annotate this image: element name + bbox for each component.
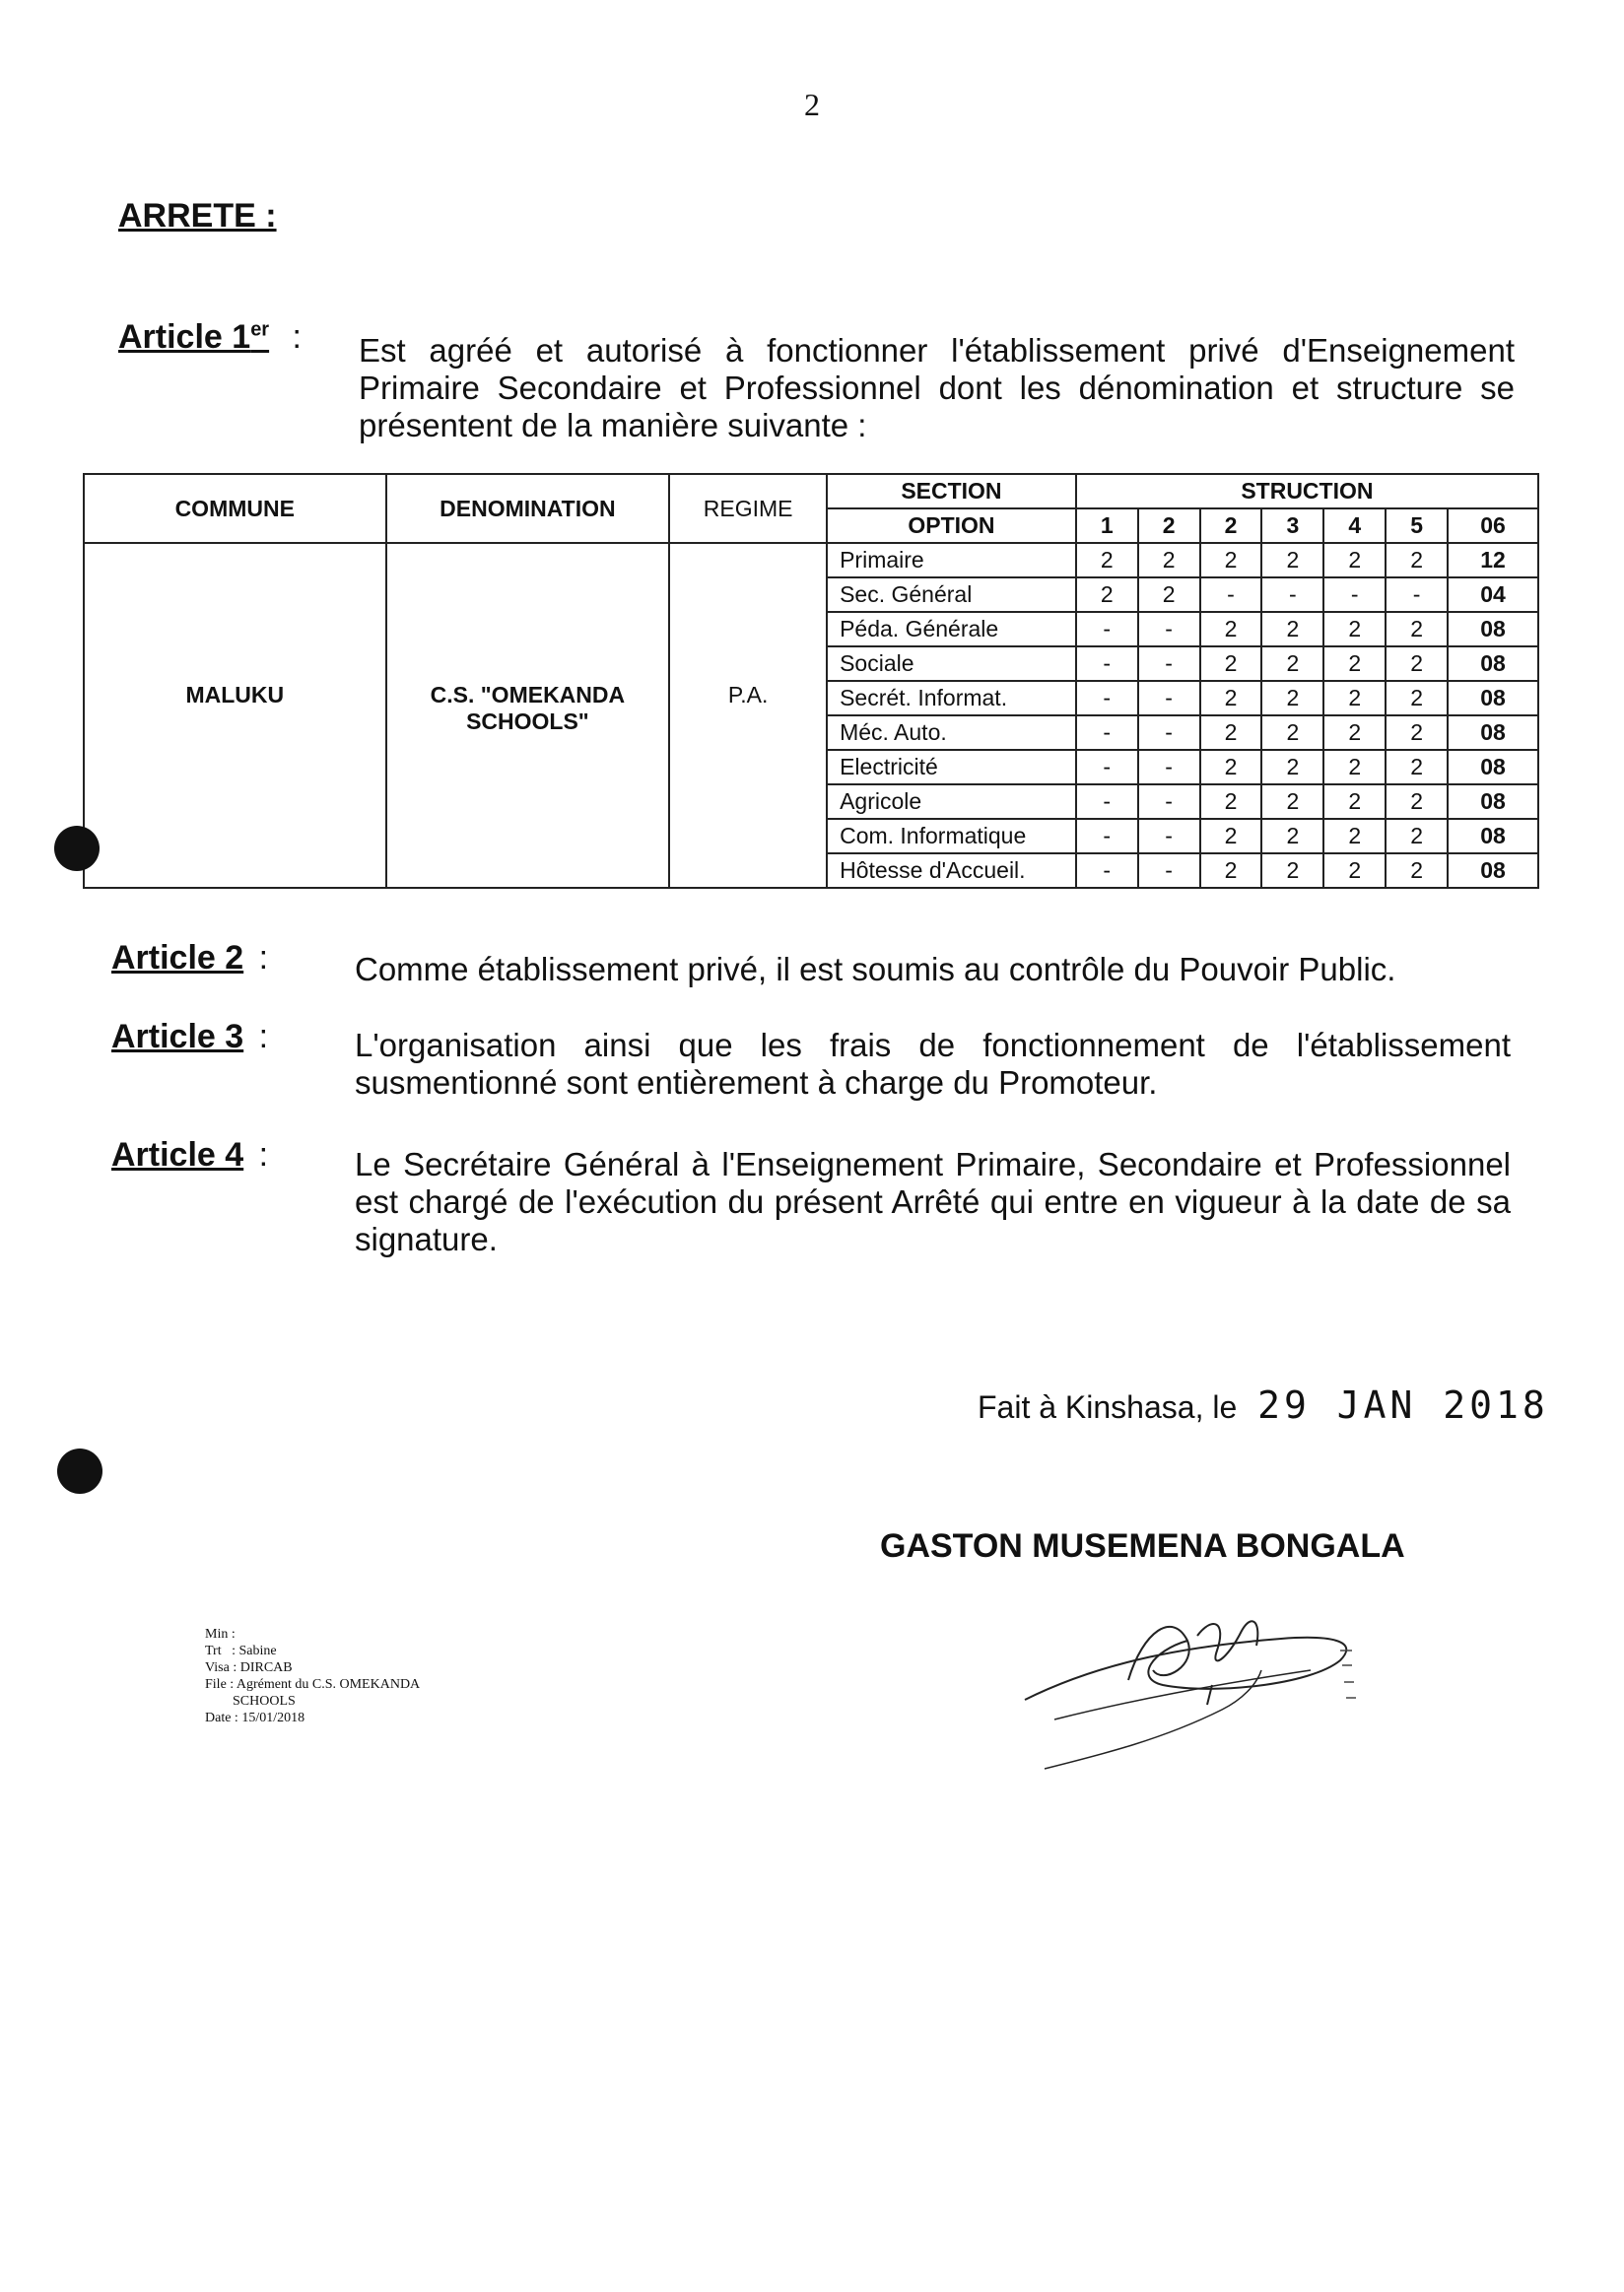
level-cell: 2 xyxy=(1386,612,1448,646)
level-cell: - xyxy=(1138,853,1200,888)
footer-ref-line: Date : 15/01/2018 xyxy=(205,1711,305,1725)
header-level: 4 xyxy=(1323,508,1386,543)
article-3-label xyxy=(111,1018,268,1056)
level-cell: - xyxy=(1076,681,1138,715)
level-cell: 2 xyxy=(1323,681,1386,715)
article-2-colon: : xyxy=(258,939,269,977)
level-cell: - xyxy=(1076,853,1138,888)
article-4-colon: : xyxy=(258,1136,269,1174)
level-cell: 2 xyxy=(1261,819,1323,853)
total-cell: 08 xyxy=(1448,612,1538,646)
level-cell: - xyxy=(1076,646,1138,681)
binder-hole-icon xyxy=(54,826,100,871)
level-cell: - xyxy=(1138,612,1200,646)
denomination-cell xyxy=(386,543,670,888)
level-cell: 2 xyxy=(1386,543,1448,577)
denomination-line-1: C.S. "OMEKANDA xyxy=(430,682,626,708)
level-cell: 2 xyxy=(1200,646,1262,681)
level-cell: - xyxy=(1138,750,1200,784)
header-level: 2 xyxy=(1200,508,1262,543)
place-date-line xyxy=(978,1383,1549,1427)
total-cell: 08 xyxy=(1448,715,1538,750)
level-cell: - xyxy=(1138,646,1200,681)
article-1-text: Est agréé et autorisé à fonctionner l'établissement privé d'Enseignement Primaire Secondaire et Professionnel dont les dénomination et structure se présentent de la manière suivante : xyxy=(359,332,1515,443)
place-text: Fait à Kinshasa, le xyxy=(978,1389,1238,1425)
article-1-label-text: Article 1 xyxy=(118,318,251,356)
level-cell: - xyxy=(1200,577,1262,612)
level-cell: 2 xyxy=(1200,681,1262,715)
level-cell: 2 xyxy=(1076,577,1138,612)
level-cell: - xyxy=(1076,715,1138,750)
level-cell: 2 xyxy=(1200,853,1262,888)
option-cell: Hôtesse d'Accueil. xyxy=(827,853,1076,888)
header-struction: STRUCTION xyxy=(1076,474,1538,508)
level-cell: 2 xyxy=(1323,543,1386,577)
header-level: 5 xyxy=(1386,508,1448,543)
article-2-label-text: Article 2 xyxy=(111,939,244,977)
page-number: 2 xyxy=(804,87,820,122)
total-cell: 08 xyxy=(1448,819,1538,853)
level-cell: 2 xyxy=(1200,750,1262,784)
option-cell: Electricité xyxy=(827,750,1076,784)
article-4-text: Le Secrétaire Général à l'Enseignement Primaire, Secondaire et Professionnel est chargé de l'exécution du présent Arrêté qui entre en vigueur à la date de sa signature. xyxy=(355,1146,1511,1257)
header-commune: COMMUNE xyxy=(84,474,386,543)
level-cell: 2 xyxy=(1323,853,1386,888)
level-cell: 2 xyxy=(1138,543,1200,577)
option-cell: Sec. Général xyxy=(827,577,1076,612)
level-cell: 2 xyxy=(1323,750,1386,784)
total-cell: 08 xyxy=(1448,681,1538,715)
binder-hole-icon xyxy=(57,1449,102,1494)
footer-ref-line: Min : xyxy=(205,1627,236,1642)
level-cell: - xyxy=(1323,577,1386,612)
level-cell: 2 xyxy=(1386,784,1448,819)
article-3-colon: : xyxy=(258,1018,269,1055)
level-cell: 2 xyxy=(1200,612,1262,646)
footer-ref-line: File : Agrément du C.S. OMEKANDA xyxy=(205,1677,421,1692)
structure-table xyxy=(83,473,1539,889)
option-cell: Com. Informatique xyxy=(827,819,1076,853)
article-3-text: L'organisation ainsi que les frais de fonctionnement de l'établissement susmentionné sont entièrement à charge du Promoteur. xyxy=(355,1027,1511,1101)
level-cell: 2 xyxy=(1261,612,1323,646)
level-cell: - xyxy=(1076,819,1138,853)
total-cell: 12 xyxy=(1448,543,1538,577)
regime-cell xyxy=(669,543,827,888)
option-cell: Agricole xyxy=(827,784,1076,819)
regime-value: P.A. xyxy=(727,682,769,708)
article-3-label-text: Article 3 xyxy=(111,1018,244,1055)
level-cell: 2 xyxy=(1261,715,1323,750)
date-stamp: 29 JAN 2018 xyxy=(1257,1383,1549,1427)
level-cell: 2 xyxy=(1261,784,1323,819)
total-cell: 08 xyxy=(1448,784,1538,819)
commune-cell xyxy=(84,543,386,888)
article-2-label xyxy=(111,939,268,977)
level-cell: 2 xyxy=(1261,853,1323,888)
header-option: OPTION xyxy=(827,508,1076,543)
level-cell: 2 xyxy=(1200,819,1262,853)
level-cell: 2 xyxy=(1386,750,1448,784)
level-cell: 2 xyxy=(1323,715,1386,750)
level-cell: 2 xyxy=(1138,577,1200,612)
signer-name: GASTON MUSEMENA BONGALA xyxy=(880,1527,1405,1565)
article-1-label xyxy=(118,318,302,357)
level-cell: 2 xyxy=(1261,750,1323,784)
level-cell: 2 xyxy=(1323,612,1386,646)
level-cell: 2 xyxy=(1323,646,1386,681)
header-regime: REGIME xyxy=(669,474,827,543)
header-level: 06 xyxy=(1448,508,1538,543)
total-cell: 04 xyxy=(1448,577,1538,612)
level-cell: 2 xyxy=(1076,543,1138,577)
level-cell: 2 xyxy=(1386,715,1448,750)
option-cell: Méc. Auto. xyxy=(827,715,1076,750)
footer-ref-line: Trt : Sabine xyxy=(205,1644,277,1658)
signature-icon xyxy=(1015,1591,1399,1788)
level-cell: 2 xyxy=(1323,784,1386,819)
header-section: SECTION xyxy=(827,474,1076,508)
level-cell: - xyxy=(1138,715,1200,750)
level-cell: - xyxy=(1138,681,1200,715)
level-cell: - xyxy=(1138,819,1200,853)
denomination-value xyxy=(387,544,669,735)
level-cell: - xyxy=(1261,577,1323,612)
commune-value: MALUKU xyxy=(185,682,285,708)
option-cell: Sociale xyxy=(827,646,1076,681)
denomination-line-2: SCHOOLS" xyxy=(466,708,589,734)
level-cell: 2 xyxy=(1261,646,1323,681)
header-level: 1 xyxy=(1076,508,1138,543)
level-cell: 2 xyxy=(1323,819,1386,853)
article-4-label-text: Article 4 xyxy=(111,1136,244,1174)
option-cell: Secrét. Informat. xyxy=(827,681,1076,715)
level-cell: 2 xyxy=(1386,681,1448,715)
level-cell: - xyxy=(1386,577,1448,612)
header-denomination: DENOMINATION xyxy=(386,474,670,543)
level-cell: 2 xyxy=(1261,681,1323,715)
level-cell: - xyxy=(1138,784,1200,819)
level-cell: - xyxy=(1076,750,1138,784)
option-cell: Péda. Générale xyxy=(827,612,1076,646)
level-cell: 2 xyxy=(1386,853,1448,888)
article-1-colon: : xyxy=(292,318,302,356)
total-cell: 08 xyxy=(1448,750,1538,784)
header-level: 3 xyxy=(1261,508,1323,543)
level-cell: - xyxy=(1076,612,1138,646)
level-cell: 2 xyxy=(1200,543,1262,577)
option-cell: Primaire xyxy=(827,543,1076,577)
article-1-label-sup: er xyxy=(250,318,270,341)
article-4-label xyxy=(111,1136,268,1175)
footer-references xyxy=(205,1626,420,1726)
header-level: 2 xyxy=(1138,508,1200,543)
footer-ref-line: Visa : DIRCAB xyxy=(205,1660,293,1675)
total-cell: 08 xyxy=(1448,853,1538,888)
level-cell: 2 xyxy=(1200,784,1262,819)
level-cell: 2 xyxy=(1200,715,1262,750)
level-cell: 2 xyxy=(1261,543,1323,577)
footer-ref-line: SCHOOLS xyxy=(205,1694,296,1709)
decree-heading: ARRETE : xyxy=(118,197,277,235)
total-cell: 08 xyxy=(1448,646,1538,681)
level-cell: - xyxy=(1076,784,1138,819)
table-row xyxy=(84,543,1538,577)
level-cell: 2 xyxy=(1386,819,1448,853)
level-cell: 2 xyxy=(1386,646,1448,681)
article-2-text: Comme établissement privé, il est soumis au contrôle du Pouvoir Public. xyxy=(355,951,1396,987)
